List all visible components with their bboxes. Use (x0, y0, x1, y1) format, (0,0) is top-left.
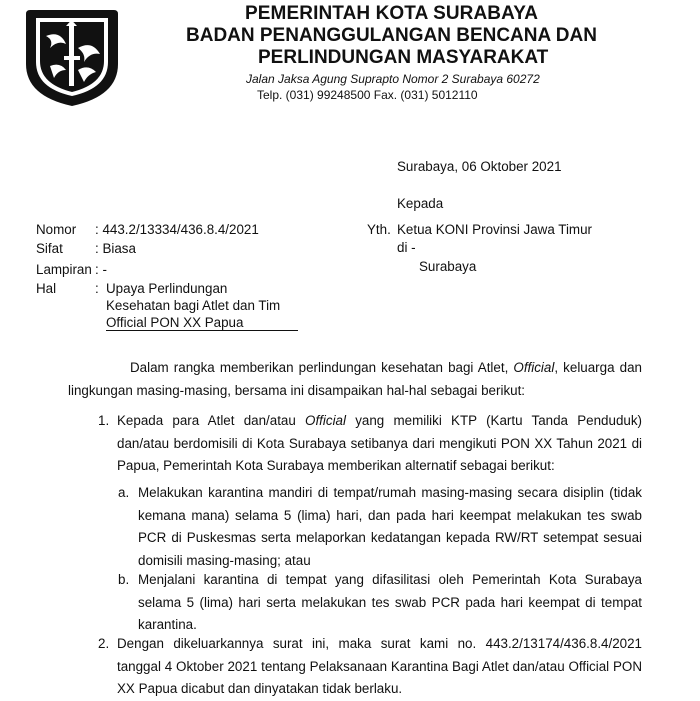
item-1-number: 1. (98, 413, 110, 428)
nomor-label: Nomor (36, 222, 77, 237)
intro-paragraph (68, 357, 642, 402)
letter-date: Surabaya, 06 Oktober 2021 (397, 159, 562, 174)
lampiran-label: Lampiran (36, 262, 92, 277)
sifat-label: Sifat (36, 241, 63, 256)
surabaya-emblem-icon (20, 4, 124, 110)
letterhead-line-3: PERLINDUNGAN MASYARAKAT (258, 47, 549, 68)
sub-b-paragraph: Menjalani karantina di tempat yang difasilitasi oleh Pemerintah Kota Surabaya selama 5 (lima) hari serta melakukan tes swab PCR pada hari keempat di tempat karantina. (138, 572, 642, 632)
item-1-text-c: yang memiliki KTP (Kartu Tanda Penduduk) dan/atau berdomisili di Kota Surabaya setibanya dari mengikuti PON XX Tahun 2021 di Papua, Pemerintah Kota Surabaya memberikan alternatif sebagai berikut: (117, 413, 642, 473)
recipient-yth: Yth. (367, 222, 391, 237)
hal-colon: : (95, 281, 99, 296)
hal-line-1: Upaya Perlindungan (106, 281, 228, 296)
item-2-paragraph: Dengan dikeluarkannya surat ini, maka surat kami no. 443.2/13174/436.8.4/2021 tanggal 4 Oktober 2021 tentang Pelaksanaan Karantina Bagi Atlet dan/atau Official PON XX Papua dicabut dan dinyatakan tidak berlaku. (117, 636, 642, 696)
letterhead-address: Jalan Jaksa Agung Suprapto Nomor 2 Surabaya 60272 (246, 72, 540, 86)
nomor-value: : 443.2/13334/436.8.4/2021 (95, 222, 259, 237)
sub-a-paragraph: Melakukan karantina mandiri di tempat/rumah masing-masing secara disiplin (tidak kemana mana) selama 5 (lima) hari, dan pada hari keempat melakukan tes swab PCR di Puskesmas serta melaporkan kedatangan kepada RW/RT setempat sesuai domisili masing-masing; atau (138, 485, 642, 568)
item-1-text-a: Kepada para Atlet dan/atau (117, 413, 306, 428)
hal-label: Hal (36, 281, 57, 296)
hal-underline (106, 330, 298, 331)
item-1-text-official: Official (305, 413, 346, 428)
hal-line-3: Official PON XX Papua (106, 315, 244, 330)
item-2-number: 2. (98, 636, 110, 651)
sifat-value: : Biasa (95, 241, 136, 256)
intro-text-official: Official (513, 360, 555, 375)
recipient-di: di - (397, 240, 416, 255)
lampiran-value: : - (95, 262, 107, 277)
letterhead-contact: Telp. (031) 99248500 Fax. (031) 5012110 (257, 88, 478, 102)
item-1-paragraph (117, 410, 642, 478)
sub-a-letter: a. (118, 485, 130, 500)
intro-text-a: Dalam rangka memberikan perlindungan kesehatan bagi Atlet, (130, 360, 514, 375)
recipient-name: Ketua KONI Provinsi Jawa Timur (397, 222, 592, 237)
hal-line-2: Kesehatan bagi Atlet dan Tim (106, 298, 281, 313)
letterhead-line-2: BADAN PENANGGULANGAN BENCANA DAN (186, 25, 597, 46)
intro-text-c: , keluarga dan lingkungan masing-masing, bersama ini disampaikan hal-hal sebagai berikut: (68, 360, 642, 398)
recipient-city: Surabaya (419, 259, 477, 274)
recipient-kepada: Kepada (397, 196, 444, 211)
sub-b-letter: b. (118, 572, 130, 587)
letterhead-line-1: PEMERINTAH KOTA SURABAYA (245, 3, 539, 24)
